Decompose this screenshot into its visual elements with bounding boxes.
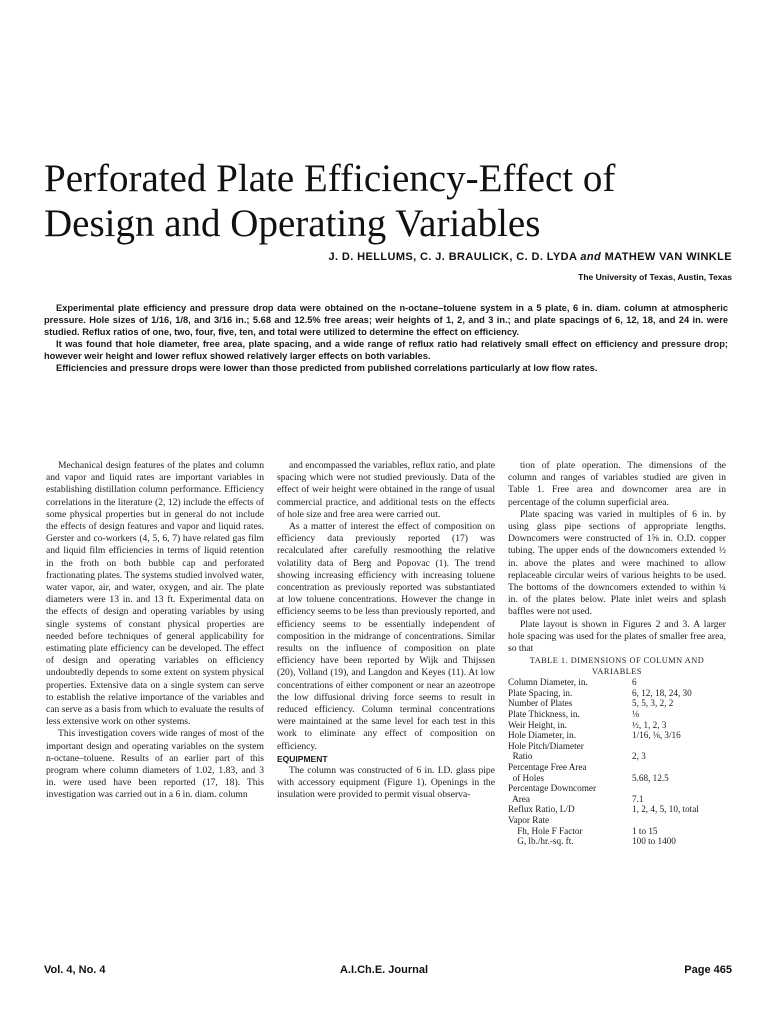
table-cell-label: Vapor Rate (508, 814, 550, 825)
affiliation: The University of Texas, Austin, Texas (578, 272, 732, 282)
table-row (508, 826, 726, 837)
table-cell-value: 5.68, 12.5 (632, 772, 669, 783)
abstract-paragraph: It was found that hole diameter, free area, plate spacing, and a wide range of reflux ratio had relatively small effect on efficiency and pressure drop; however weir height and lower reflux showed relatively larger effects on both variables. (44, 339, 728, 361)
author-list (328, 251, 732, 263)
body-paragraph: Plate layout is shown in Figures 2 and 3. A larger hole spacing was used for the plates of smaller free area, so that (508, 618, 726, 655)
table-row (508, 709, 726, 720)
table-cell-value: 6, 12, 18, 24, 30 (632, 687, 692, 698)
table-cell-label: Percentage Downcomer (508, 783, 597, 794)
table-row (508, 698, 726, 709)
column-left (46, 460, 264, 802)
table-row (508, 720, 726, 731)
author-names: J. D. HELLUMS, C. J. BRAULICK, C. D. LYDA (328, 251, 577, 263)
table-cell-value (632, 741, 726, 752)
table-row (508, 804, 726, 815)
table-row (508, 741, 726, 752)
table-cell-value: 2, 3 (632, 751, 646, 762)
body-paragraph: and encompassed the variables, reflux ratio, and plate spacing which were not studied previously. Data of the effect of weir height were obtained in the range of usual commercial practice, and additional tests on the effects of hole size and free area were carried out. (277, 460, 495, 520)
footer-volume: Vol. 4, No. 4 (44, 964, 106, 976)
table-cell-value: 6 (632, 677, 637, 688)
abstract-paragraph: Efficiencies and pressure drops were lower than those predicted from published correlations particularly at low flow rates. (56, 363, 598, 373)
section-heading: EQUIPMENT (277, 753, 328, 764)
table-row (508, 677, 726, 688)
table-row (508, 688, 726, 699)
author-last: MATHEW VAN WINKLE (604, 251, 732, 263)
table-cell-label: Column Diameter, in. (508, 677, 588, 688)
table-cell-label: Reflux Ratio, L/D (508, 804, 575, 815)
table-cell-label: Number of Plates (508, 698, 573, 709)
author-conjunction: and (580, 251, 602, 263)
table-cell-label: Ratio (508, 751, 533, 762)
table-cell-value: 5, 5, 3, 2, 2 (632, 698, 674, 709)
table-cell-value: 1/16, ⅛, 3/16 (632, 730, 681, 741)
table-row (508, 836, 726, 847)
body-paragraph: The column was constructed of 6 in. I.D. glass pipe with accessory equipment (Figure 1). Openings in the insulation were provided to permit visual observa- (277, 765, 495, 801)
dimensions-table (508, 677, 726, 847)
table-cell-value (632, 815, 726, 826)
column-right (508, 460, 726, 847)
footer-journal: A.I.Ch.E. Journal (339, 964, 428, 976)
table-row (508, 730, 726, 741)
body-paragraph: Mechanical design features of the plates and column and vapor and liquid rates are important variables in establishing distillation column performance. Efficiency correlations in the literature (2, 12) include the effects of some physical properties but in general do not include the effects of design features and vapor and liquid rates. Gerster and co-workers (4, 5, 6, 7) have related gas film and liquid film efficiencies in terms of liquid retention in the froth on both bubble cap and perforated fractionating plates. The systems studied involved water, water vapor, air, and water, oxygen, and air. The plate diameters were 13 in. and 13 ft. Experimental data on the effects of design and operating variables by using single systems of constant physical properties are needed before techniques of general applicability for estimating plate efficiency can be developed. The effect of design and operating variables on efficiency undoubtedly depends to some extent on system physical properties. Extensive data on a single system can serve to establish the relative importance of the variables and can serve as a basis from which to evaluate the results of less extensive work on other systems. (46, 460, 264, 728)
table-cell-label: G, lb./hr.-sq. ft. (508, 836, 574, 847)
table-cell-value: 1 to 15 (632, 825, 658, 836)
table-cell-label: Hole Diameter, in. (508, 730, 577, 741)
body-paragraph: Plate spacing was varied in multiples of 6 in. by using glass pipe sections of appropriate lengths. Downcomers were constructed of 1⅝ in. O.D. copper tubing. The upper ends of the downcomers extended ½ in. above the plates and were machined to allow replaceable circular weirs of various heights to be used. The bottoms of the downcomers extended to within ¼ in. of the plates below. Plate inlet weirs and splash baffles were not used. (508, 508, 726, 618)
table-cell-value: ½, 1, 2, 3 (632, 719, 667, 730)
body-paragraph: As a matter of interest the effect of composition on efficiency data previously reported (17) was recalculated after carefully resmoothing the relative volatility data of Berg and Popovac (1). The trend showing increasing efficiency with increasing toluene concentration as previously reported was substantiated at low toluene concentrations. However the change in efficiency seems to be less than previously reported, and efficiency seems to be essentially independent of composition in the midrange of concentrations. Similar results on the influence of composition on plate efficiency have been reported by Wijk and Thijssen (20), Volland (19), and Langdon and Keyes (11). At low concentrations of either component or near an azeotrope the low diffusional driving force seems to result in reduced efficiency. Column terminal concentrations were maintained at the same level for each test in this work to eliminate any effect of composition on efficiency. (277, 521, 495, 752)
table-cell-value: 100 to 1400 (632, 836, 676, 847)
table-row (508, 783, 726, 794)
table-cell-value: 7.1 (632, 793, 644, 804)
body-paragraph: This investigation covers wide ranges of most of the important design and operating variables on the system n-octane–toluene. Results of an earlier part of this program where column diameters of 1.02, 1.83, and 3 in. were used have been reported (17, 18). This investigation was carried out in a 6 in. diam. column (46, 728, 264, 801)
abstract-paragraph: Experimental plate efficiency and pressure drop data were obtained on the n-octane–toluene system in a 5 plate, 6 in. diam. column at atmospheric pressure. Hole sizes of 1/16, 1/8, and 3/16 in.; 5.68 and 12.5% free areas; weir heights of 1, 2, and 3 in.; and plate spacings of 6, 12, 18, and 24 in. were studied. Reflux ratios of one, two, four, five, ten, and total were utilized to determine the effect on efficiency. (44, 303, 728, 337)
table-row (508, 751, 726, 762)
table-caption: TABLE 1. DIMENSIONS OF COLUMN AND VARIABLES (529, 656, 705, 677)
body-paragraph: tion of plate operation. The dimensions of the column and ranges of variables studied are given in Table 1. Free area and downcomer area are in percentage of the column superficial area. (508, 460, 726, 508)
table-cell-value: ⅛ (632, 709, 639, 720)
abstract (44, 302, 728, 374)
table-cell-value (632, 762, 726, 773)
table-cell-label: Hole Pitch/Diameter (508, 740, 584, 751)
table-cell-label: Plate Spacing, in. (508, 687, 573, 698)
footer-page: Page 465 (684, 964, 732, 976)
table-cell-label: Weir Height, in. (508, 719, 567, 730)
article-title: Perforated Plate Efficiency-Effect of Design and Operating Variables (44, 157, 616, 245)
table-row (508, 815, 726, 826)
table-cell-value (632, 783, 726, 794)
table-cell-value: 1, 2, 4, 5, 10, total (632, 804, 699, 815)
column-middle (277, 460, 495, 802)
table-row (508, 773, 726, 784)
table-cell-label: Plate Thickness, in. (508, 709, 580, 720)
table-cell-label: of Holes (508, 772, 544, 783)
table-cell-label: Fh, Hole F Factor (508, 825, 583, 836)
table-cell-label: Area (508, 793, 530, 804)
table-row (508, 762, 726, 773)
table-cell-label: Percentage Free Area (508, 762, 587, 772)
table-row (508, 794, 726, 805)
